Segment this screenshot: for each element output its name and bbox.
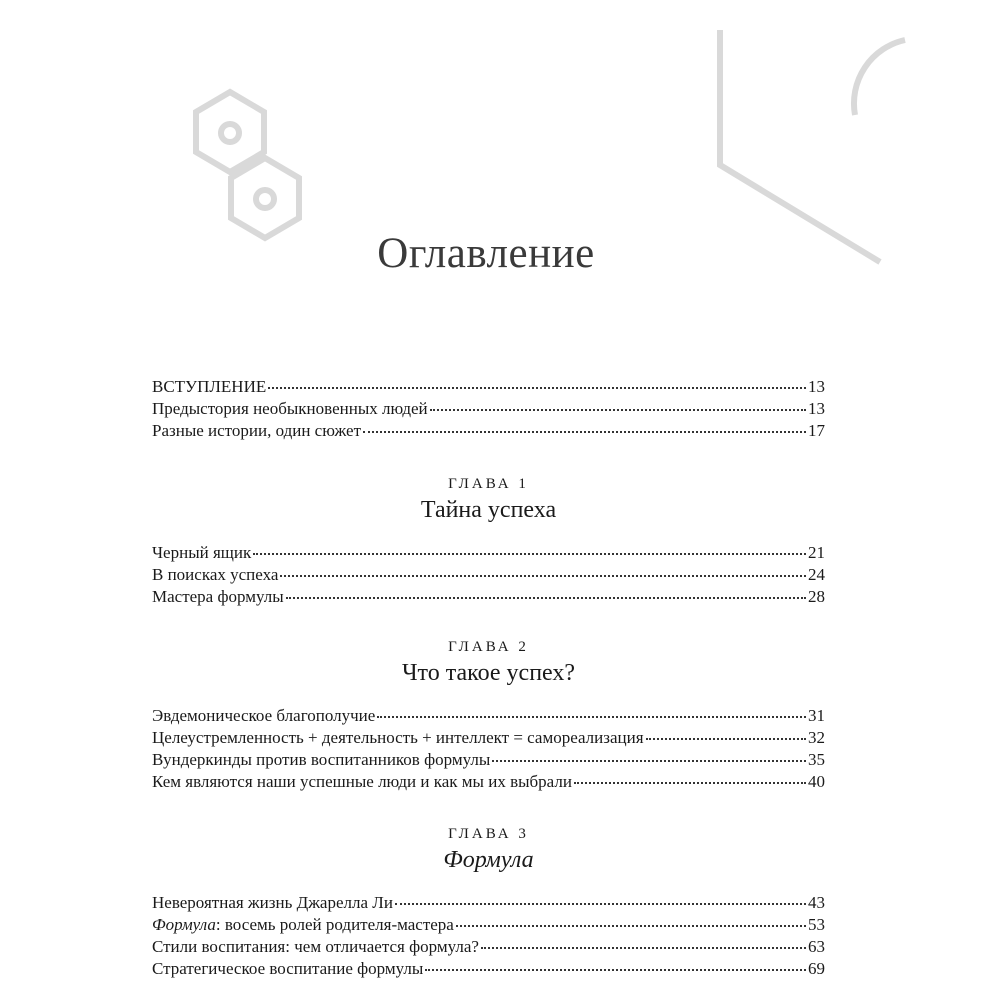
toc-entry[interactable] bbox=[152, 586, 825, 608]
toc-entry-page: 21 bbox=[808, 543, 825, 562]
toc-entry-label: Невероятная жизнь Джарелла Ли bbox=[152, 893, 393, 912]
ring-icon bbox=[221, 124, 239, 142]
leader-dots bbox=[395, 902, 806, 905]
chapter-title: Формула bbox=[443, 847, 534, 873]
toc-entry[interactable] bbox=[152, 771, 825, 793]
chapter-3-section bbox=[152, 826, 825, 980]
leader-dots bbox=[430, 408, 806, 411]
chapter-label: ГЛАВА 1 bbox=[448, 476, 529, 492]
toc-entry-label-rest: : восемь ролей родителя-мастера bbox=[215, 915, 454, 934]
leader-dots bbox=[377, 715, 806, 718]
leader-dots bbox=[363, 430, 806, 433]
toc-entry-page: 35 bbox=[808, 750, 825, 769]
toc-entry-page: 28 bbox=[808, 587, 825, 606]
toc-entry[interactable] bbox=[152, 542, 825, 564]
toc-entry-label: Разные истории, один сюжет bbox=[152, 421, 361, 440]
toc-entry-page: 17 bbox=[808, 421, 825, 440]
intro-section bbox=[152, 376, 825, 442]
toc-entry-label: Кем являются наши успешные люди и как мы их выбрали bbox=[152, 772, 572, 791]
leader-dots bbox=[481, 946, 806, 949]
toc-entry-page: 32 bbox=[808, 728, 825, 747]
toc-entry-label: Целеустремленность + деятельность + интеллект = самореализация bbox=[152, 728, 644, 747]
chapter-1-section bbox=[152, 476, 825, 608]
leader-dots bbox=[280, 574, 806, 577]
decorative-hexagons bbox=[0, 0, 1000, 330]
toc-entry[interactable] bbox=[152, 958, 825, 980]
page-title: Оглавление bbox=[377, 229, 595, 277]
leader-dots bbox=[286, 596, 806, 599]
leader-dots bbox=[646, 737, 806, 740]
chapter-title: Тайна успеха bbox=[420, 497, 557, 523]
toc-entry[interactable] bbox=[152, 376, 825, 398]
toc-entry-page: 63 bbox=[808, 937, 825, 956]
leader-dots bbox=[492, 759, 806, 762]
large-hexagon-outline bbox=[720, 30, 880, 262]
toc-entry[interactable] bbox=[152, 727, 825, 749]
toc-entry-page: 31 bbox=[808, 706, 825, 725]
leader-dots bbox=[456, 924, 806, 927]
toc-entry[interactable] bbox=[152, 705, 825, 727]
toc-entry-label: В поисках успеха bbox=[152, 565, 279, 584]
toc-entry-label: Мастера формулы bbox=[152, 587, 284, 606]
toc-entry[interactable] bbox=[152, 892, 825, 914]
leader-dots bbox=[268, 386, 806, 389]
toc-entry-label: ВСТУПЛЕНИЕ bbox=[152, 377, 267, 396]
toc-entry-page: 69 bbox=[808, 959, 825, 978]
toc-entry[interactable] bbox=[152, 420, 825, 442]
leader-dots bbox=[574, 781, 806, 784]
toc-entry-page: 43 bbox=[808, 893, 825, 912]
toc-entry-page: 13 bbox=[808, 377, 825, 396]
chapter-label: ГЛАВА 2 bbox=[448, 639, 529, 655]
toc-entry[interactable] bbox=[152, 398, 825, 420]
chapter-label: ГЛАВА 3 bbox=[448, 826, 529, 842]
leader-dots bbox=[425, 968, 806, 971]
hexagon-icon bbox=[196, 92, 264, 172]
toc-entry[interactable] bbox=[152, 749, 825, 771]
toc-entry-label: Эвдемоническое благополучие bbox=[152, 706, 376, 725]
toc-entry-label: Предыстория необыкновенных людей bbox=[152, 399, 428, 418]
toc-entry-label: Стили воспитания: чем отличается формула? bbox=[152, 937, 479, 956]
leader-dots bbox=[253, 552, 806, 555]
toc-entry-label: Черный ящик bbox=[152, 543, 252, 562]
chapter-title: Что такое успех? bbox=[401, 660, 576, 686]
toc-entry[interactable] bbox=[152, 564, 825, 586]
toc-entry-page: 24 bbox=[808, 565, 825, 584]
toc-entry-page: 13 bbox=[808, 399, 825, 418]
toc-entry-label: Стратегическое воспитание формулы bbox=[152, 959, 424, 978]
chapter-2-section bbox=[152, 639, 825, 793]
toc-entry-label: Вундеркинды против воспитанников формулы bbox=[152, 750, 491, 769]
toc-entry[interactable] bbox=[152, 914, 825, 936]
ring-icon bbox=[256, 190, 274, 208]
toc-entry[interactable] bbox=[152, 936, 825, 958]
large-ring-arc bbox=[854, 40, 905, 115]
toc-entry-label bbox=[152, 914, 454, 936]
toc-entry-page: 40 bbox=[808, 772, 825, 791]
toc-entry-page: 53 bbox=[808, 915, 825, 934]
toc-entry-label-italic: Формула bbox=[152, 915, 216, 934]
hexagon-icon bbox=[231, 158, 299, 238]
